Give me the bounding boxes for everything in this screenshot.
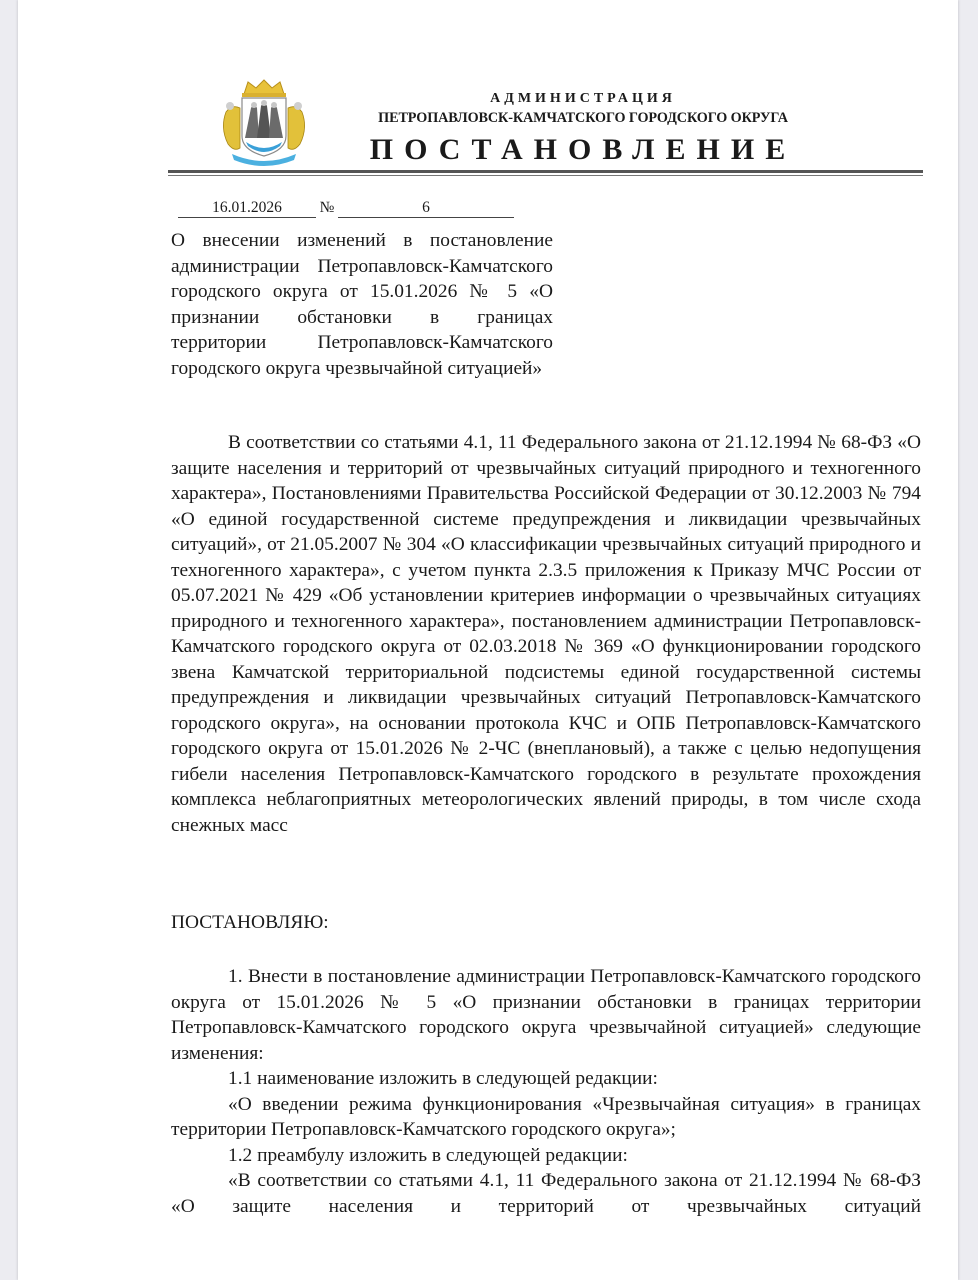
coat-of-arms-icon: [218, 78, 310, 170]
item-1-2: 1.2 преамбулу изложить в следующей редакции:: [228, 1144, 628, 1166]
org-name-line1: АДМИНИСТРАЦИЯ: [490, 91, 676, 106]
items-block: [171, 964, 921, 1219]
preamble-paragraph: В соответствии со статьями 4.1, 11 Федерального закона от 21.12.1994 № 68-ФЗ «О защите населения и территорий от чрезвычайных ситуаций природного и техногенного характера», Постановлениями Правительства Российской Федерации от 30.12.2003 № 794 «О единой государственной системе предупреждения и ликвидации чрезвычайных ситуаций», от 21.05.2007 № 304 «О классификации чрезвычайных ситуаций природного и техногенного характера», с учетом пункта 2.3.5 приложения к Приказу МЧС России от 05.07.2021 № 429 «Об установлении критериев информации о чрезвычайных ситуациях природного и техногенного характера», постановлением администрации Петропавловск-Камчатского городского округа от 02.03.2018 № 369 «О функционировании городского звена Камчатской территориальной подсистемы единой государственной системы предупреждения и ликвидации чрезвычайных ситуаций Петропавловск-Камчатского городского округа», на основании протокола КЧС и ОПБ Петропавловск-Камчатского городского округа от 15.01.2026 № 2-ЧС (внеплановый), а также с целью недопущения гибели населения Петропавловск-Камчатского городского в результате прохождения комплекса неблагоприятных метеорологических явлений природы, в том числе схода снежных масс: [171, 432, 921, 836]
item-1-1: 1.1 наименование изложить в следующей редакции:: [228, 1068, 658, 1089]
header-rule-thick: [168, 170, 923, 173]
item-1-2-text: «В соответствии со статьями 4.1, 11 Федерального закона от 21.12.1994 № 68-ФЗ «О защите населения и территорий от чрезвычайных ситуаций: [171, 1170, 921, 1217]
date-number-line: [178, 199, 514, 217]
item-1: 1. Внести в постановление администрации Петропавловск-Камчатского городского округа от 15.01.2026 № 5 «О признании обстановки в границах территории Петропавловск-Камчатского городского округа чрезвычайной ситуацией» следующие изменения:: [171, 966, 921, 1064]
number-label: №: [319, 199, 335, 216]
doc-number: 6: [338, 199, 514, 218]
doc-title: О внесении изменений в постановление администрации Петропавловск-Камчатского городского округа от 15.01.2026 № 5 «О признании обстановки в границах территории Петропавловск-Камчатского городского округа чрезвычайной ситуацией»: [171, 230, 553, 379]
decree-word: ПОСТАНОВЛЯЮ:: [171, 912, 329, 933]
header-rule-thin: [168, 175, 923, 176]
item-1-1-text: «О введении режима функционирования «Чрезвычайная ситуация» в границах территории Петропавловск-Камчатского городского округа»;: [171, 1093, 921, 1140]
org-name-line2: ПЕТРОПАВЛОВСК-КАМЧАТСКОГО ГОРОДСКОГО ОКРУГА: [378, 110, 788, 126]
doc-date: 16.01.2026: [178, 199, 316, 218]
doc-type-heading: ПОСТАНОВЛЕНИЕ: [369, 133, 797, 166]
document-page: [18, 0, 958, 1280]
